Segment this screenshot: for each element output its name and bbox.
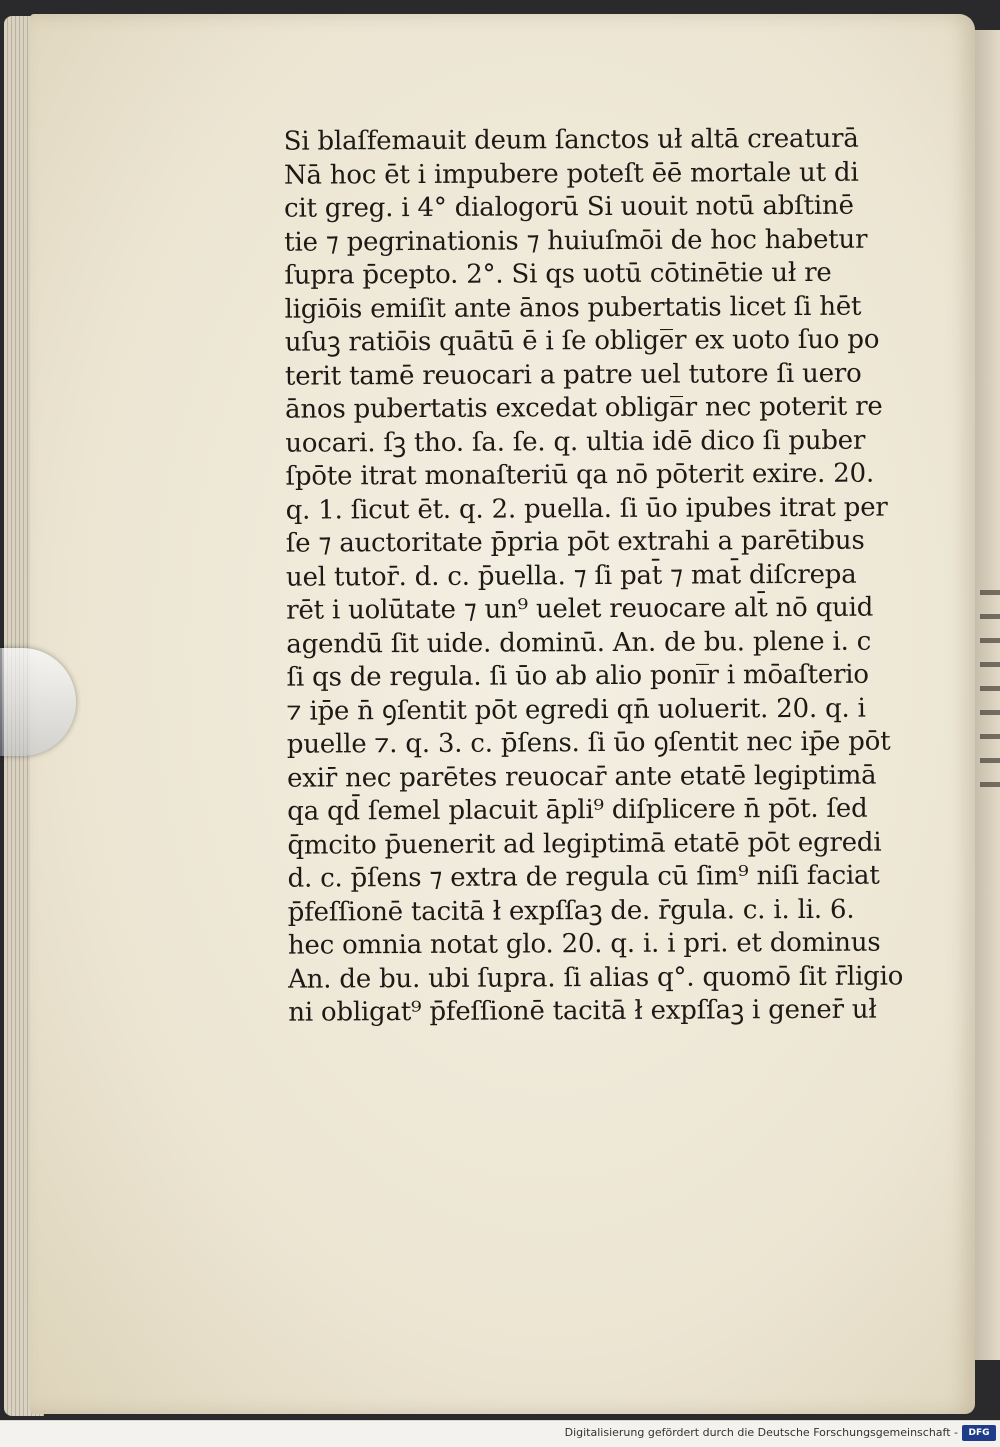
funding-credit: Digitalisierung gefördert durch die Deutsche Forschungsgemeinschaft - <box>564 1426 958 1439</box>
text-line: q. 1. ſicut ēt. q. 2. puella. ſi ūo ipubes itrat per <box>285 492 888 526</box>
text-line: ānos pubertatis excedat obliga̅r nec poterit re <box>285 391 883 425</box>
dfg-logo: DFG <box>962 1425 996 1441</box>
text-line: ni obligat⁹ p̄feſſionē tacitā ł expſſaꝫ i gener̄ uł <box>288 994 877 1028</box>
text-line: puelle ⁊. q. 3. c. p̄ſens. ſi ūo ꝯſentit nec ip̄e pōt <box>286 726 891 760</box>
text-line: cit greg. i 4° dialogorū Si uouit notū abſtinē <box>283 190 854 224</box>
text-line: ſpōte itrat monaſteriū qa nō pōterit exire. 20. <box>285 458 875 492</box>
text-line: uocari. ſꝫ tho. ſa. ſe. q. ultia idē dico ſi puber <box>285 425 866 459</box>
facing-page-text-fragment <box>980 590 1000 790</box>
text-line: hec omnia notat glo. 20. q. i. i pri. et dominus <box>287 927 881 961</box>
text-line: terit tamē reuocari a patre uel tutore ſi uero <box>284 358 862 392</box>
text-line: ligiōis emiſit ante ānos pubertatis licet ſi hēt <box>284 291 862 325</box>
text-line: tie ⁊ pegrinationis ⁊ huiuſmōi de hoc habetur <box>284 224 868 258</box>
text-line: exir̄ nec parētes reuocar̄ ante etatē legiptimā <box>286 760 877 794</box>
text-line: q̄mcito p̄uenerit ad legiptimā etatē pōt egredi <box>287 827 882 861</box>
text-line: d. c. p̄ſens ⁊ extra de regula cū ſim⁹ niſi faciat <box>287 860 880 894</box>
text-line: rēt i uolūtate ⁊ un⁹ uelet reuocare alt̄ nō quid <box>286 592 874 626</box>
text-line: uſuꝫ ratiōis quātū ē i ſe oblige̅r ex uoto ſuo po <box>284 324 880 358</box>
text-line: ſi qs de regula. ſi ūo ab alio poni̅r i mōaſterio <box>286 659 869 693</box>
footer-bar <box>0 1420 1000 1447</box>
text-line: ſe ⁊ auctoritate p̄pria pōt extrahi a parētibus <box>285 525 865 559</box>
clip-edge <box>0 648 2 756</box>
text-line: ſupra p̄cepto. 2°. Si qs uotū cōtinētie uł re <box>284 257 832 291</box>
text-line: uel tutor̄. d. c. p̄uella. ⁊ ſi pat̄ ⁊ mat̄ diſcrepa <box>285 559 857 593</box>
text-line: qa qd̄ ſemel placuit āpli⁹ diſplicere n̄ pōt. ſed <box>287 793 868 827</box>
incunable-text-block <box>284 122 929 1030</box>
text-line: p̄feſſionē tacitā ł expſſaꝫ de. r̄gula. c. i. li. 6. <box>287 894 855 928</box>
text-line: An. de bu. ubi ſupra. ſi alias q°. quomō ſit r̄ligio <box>288 960 904 995</box>
text-line: ⁊ ip̄e n̄ ꝯſentit pōt egredi qn̄ uoluerit. 20. q. i <box>286 693 866 727</box>
text-line: agendū ſit uide. dominū. An. de bu. plene i. c <box>286 626 872 660</box>
text-line: Nā hoc ēt i impubere poteſt ēē mortale ut di <box>283 157 859 191</box>
text-line: Si blaſfemauit deum ſanctos uł altā creaturā <box>283 123 859 157</box>
